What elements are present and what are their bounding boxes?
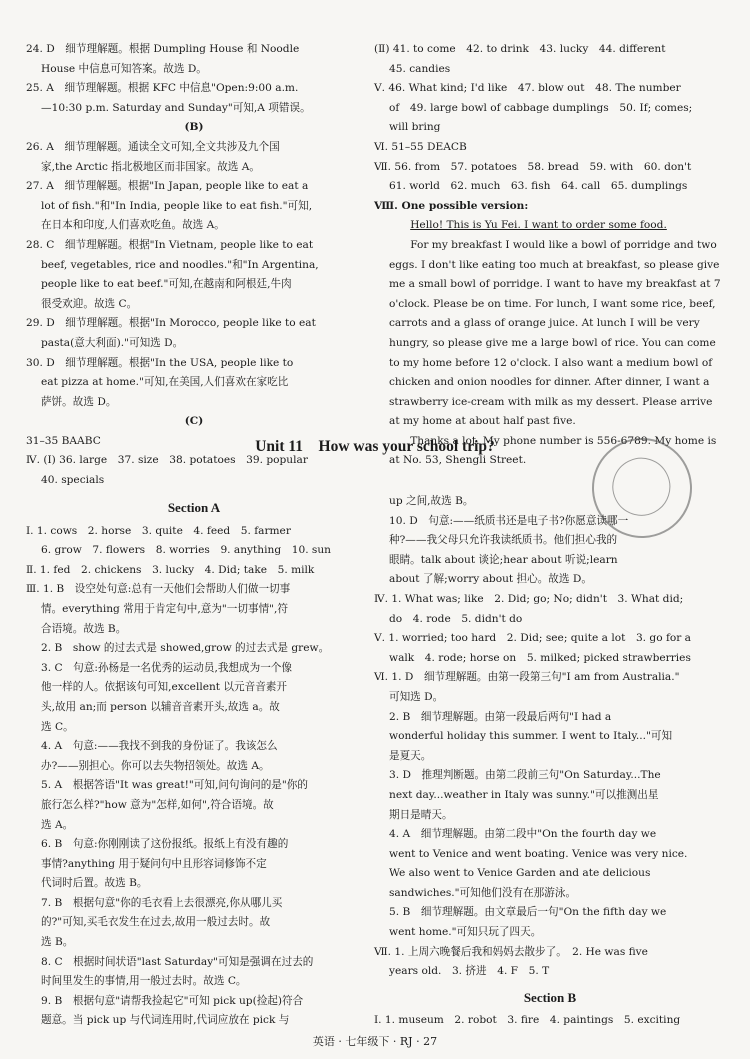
answer-line: 26. A 细节理解题。通读全文可知,全文共涉及九个国 — [26, 140, 280, 153]
answer-line: walk 4. rode; horse on 5. milked; picked strawberries — [389, 651, 691, 664]
answer-line: 头,故用 an;而 person 以辅音音素开头,故选 a。故 — [41, 700, 280, 713]
answer-line: Ⅶ. 56. from 57. potatoes 58. bread 59. with 60. don't — [374, 160, 692, 173]
answer-line: Ⅲ. 1. B 设空处句意:总有一天他们会帮助人们做一切事 — [26, 583, 291, 596]
answer-line: about 了解;worry about 担心。故选 D。 — [389, 573, 592, 586]
answer-line: —10:30 p.m. Saturday and Sunday"可知,A 项错误。 — [41, 101, 311, 114]
answer-line: people like to eat beef."可知,在越南和阿根廷,牛肉 — [41, 278, 292, 291]
section-b-title: Section B — [523, 989, 577, 1005]
answer-line: 家,the Arctic 指北极地区而非国家。故选 A。 — [41, 160, 261, 173]
answer-line: 31–35 BAABC — [26, 434, 101, 447]
answer-line: 代词时后置。故选 B。 — [41, 877, 148, 890]
answer-line: 的?"可知,买毛衣发生在过去,故用一般过去时。故 — [41, 916, 271, 929]
sample-essay — [374, 216, 726, 471]
answer-line: 8. C 根据时间状语"last Saturday"可知是强调在过去的 — [41, 955, 314, 968]
answer-line: 30. D 细节理解题。根据"In the USA, people like to — [26, 356, 294, 369]
right-column-bottom — [374, 492, 726, 1031]
answer-line: 4. A 细节理解题。由第二段中"On the fourth day we — [389, 828, 657, 841]
left-column-top — [26, 40, 362, 491]
answer-line: up 之间,故选 B。 — [389, 495, 474, 507]
answer-line: 很受欢迎。故选 C。 — [41, 297, 138, 310]
answer-line: 6. B 句意:你刚刚读了这份报纸。报纸上有没有趣的 — [41, 838, 289, 851]
page-footer: 英语 · 七年级下 · RJ · 27 — [312, 1035, 438, 1048]
passage-heading: (B) — [184, 121, 204, 134]
answer-line: 5. A 根据答语"It was great!"可知,问句询问的是"你的 — [41, 779, 308, 792]
answer-line: sandwiches."可知他们没有在那游泳。 — [389, 886, 577, 899]
answer-line: 情。everything 常用于肯定句中,意为"一切事情",符 — [41, 602, 288, 615]
answer-line: 25. A 细节理解题。根据 KFC 中信息"Open:9:00 a.m. — [26, 82, 299, 95]
answer-line: We also went to Venice Garden and ate delicious — [389, 867, 651, 880]
answer-line: years old. 3. 挤进 4. F 5. T — [389, 965, 550, 978]
answer-line: 是夏天。 — [389, 749, 432, 762]
writing-heading: Ⅷ. One possible version: — [374, 199, 529, 212]
answer-line: Ⅱ. 1. fed 2. chickens 3. lucky 4. Did; take 5. milk — [26, 563, 315, 576]
answer-line: eat pizza at home."可知,在美国,人们喜欢在家吃比 — [41, 376, 289, 389]
answer-line: 在日本和印度,人们喜欢吃鱼。故选 A。 — [41, 219, 225, 232]
answer-line: 办?——别担心。你可以去失物招领处。故选 A。 — [41, 759, 270, 772]
answer-line: (Ⅱ) 41. to come 42. to drink 43. lucky 44. different — [374, 43, 666, 55]
answer-line: 眼睛。talk about 谈论;hear about 听说;learn — [389, 553, 618, 566]
answer-line: of 49. large bowl of cabbage dumplings 50. If; comes; — [389, 101, 693, 114]
answer-line: 萨饼。故选 D。 — [41, 395, 117, 408]
answer-line: 45. candies — [389, 62, 451, 75]
answer-line: 27. A 细节理解题。根据"In Japan, people like to eat a — [26, 180, 309, 193]
right-column-top — [374, 40, 726, 471]
essay-greeting: Hello! This is Yu Fei. I want to order some food. — [410, 219, 667, 232]
passage-heading: (C) — [184, 415, 204, 428]
answer-line: wonderful holiday this summer. I went to Italy..."可知 — [389, 730, 673, 743]
answer-line: 10. D 句意:——纸质书还是电子书?你愿意读哪一 — [389, 514, 629, 527]
answer-line: 期日是晴天。 — [389, 808, 453, 821]
answer-line: 61. world 62. much 63. fish 64. call 65. dumplings — [389, 180, 688, 193]
answer-line: 事情?anything 用于疑问句中且形容词修饰不定 — [41, 857, 267, 870]
answer-line: 2. B show 的过去式是 showed,grow 的过去式是 grew。 — [41, 642, 330, 655]
answer-line: Ⅳ. 1. What was; like 2. Did; go; No; didn't 3. What did; — [374, 592, 684, 605]
answer-line: 可知选 D。 — [389, 690, 444, 703]
answer-line: went home."可知只玩了四天。 — [389, 926, 542, 939]
answer-line: do 4. rode 5. didn't do — [389, 612, 523, 625]
answer-line: 3. D 推理判断题。由第二段前三句"On Saturday...The — [389, 769, 661, 782]
answer-line: beef, vegetables, rice and noodles."和"In Argentina, — [41, 258, 319, 271]
answer-line: 5. B 细节理解题。由文章最后一句"On the fifth day we — [389, 906, 667, 919]
answer-line: Ⅰ. 1. museum 2. robot 3. fire 4. paintings 5. exciting — [374, 1014, 681, 1027]
answer-line: 2. B 细节理解题。由第一段最后两句"I had a — [389, 710, 612, 723]
answer-line: Ⅶ. 1. 上周六晚餐后我和妈妈去散步了。 2. He was five — [374, 945, 648, 958]
answer-line: 时间里发生的事情,用一般过去时。故选 C。 — [41, 975, 247, 988]
answer-line: pasta(意大利面)."可知选 D。 — [41, 336, 184, 349]
answer-line: Ⅴ. 46. What kind; I'd like 47. blow out 48. The number — [374, 82, 681, 95]
answer-line: 9. B 根据句意"请帮我捡起它"可知 pick up(捡起)符合 — [41, 994, 304, 1007]
essay-closing: Thanks a lot. My phone number is 556-6789. My home is at No. 53, Shengli Street. — [389, 434, 717, 467]
answer-line: next day...weather in Italy was sunny."可以推测出星 — [389, 788, 659, 801]
answer-line: 旅行怎么样?"how 意为"怎样,如何",符合语境。故 — [41, 798, 274, 811]
answer-line: 题意。当 pick up 与代词连用时,代词应放在 pick 与 — [41, 1014, 290, 1027]
answer-line: 6. grow 7. flowers 8. worries 9. anything 10. sun — [41, 544, 332, 557]
unit-title: Unit 11 How was your school trip? — [255, 438, 495, 455]
section-a-title: Section A — [167, 500, 221, 515]
answer-line: House 中信息可知答案。故选 D。 — [41, 62, 207, 75]
answer-line: 选 A。 — [41, 818, 74, 831]
answer-line: 28. C 细节理解题。根据"In Vietnam, people like to eat — [26, 238, 314, 251]
answer-line: 选 B。 — [41, 936, 74, 949]
answer-line: 种?——我父母只允许我读纸质书。他们担心我的 — [389, 534, 618, 547]
essay-body: For my breakfast I would like a bowl of porridge and two eggs. I don't like eating too much at breakfast, so please give me a small bowl of porridge. I want to have my breakfast at 7 o'clock. Please be on time. For lunch, I want some rice, beef, carrots and a glass of orange juice. At lunch I will be very hungry, so please give me a large bowl of rice. You can come to my home before 12 o'clock. I also want a medium bowl of chicken and onion noodles for dinner. After dinner, I want a strawberry ice-cream with milk as my dessert. Please arrive at my home at about half past five. — [389, 238, 721, 428]
left-column-bottom — [26, 492, 362, 1031]
answer-line: 他一样的人。依据该句可知,excellent 以元音音素开 — [41, 681, 287, 694]
answer-line: went to Venice and went boating. Venice was very nice. — [389, 847, 688, 860]
answer-line: 4. A 句意:——我找不到我的身份证了。我该怎么 — [41, 740, 278, 753]
answer-line: Ⅰ. 1. cows 2. horse 3. quite 4. feed 5. farmer — [26, 524, 291, 537]
answer-line: will bring — [389, 121, 441, 134]
answer-line: 3. C 句意:孙杨是一名优秀的运动员,我想成为一个像 — [41, 661, 292, 674]
answer-line: 29. D 细节理解题。根据"In Morocco, people like to eat — [26, 317, 316, 330]
answer-line: 24. D 细节理解题。根据 Dumpling House 和 Noodle — [26, 43, 300, 55]
answer-line: Ⅵ. 51–55 DEACB — [374, 140, 467, 153]
answer-line: 选 C。 — [41, 720, 74, 733]
answer-line: Ⅵ. 1. D 细节理解题。由第一段第三句"I am from Australia." — [374, 671, 680, 684]
answer-line: 合语境。故选 B。 — [41, 622, 127, 635]
answer-line: 7. B 根据句意"你的毛衣看上去很漂亮,你从哪儿买 — [41, 896, 283, 909]
answer-line: lot of fish."和"In India, people like to eat fish."可知, — [41, 199, 313, 212]
answer-line: Ⅳ. (Ⅰ) 36. large 37. size 38. potatoes 39. popular — [26, 454, 308, 467]
answer-line: 40. specials — [41, 474, 105, 487]
answer-line: Ⅴ. 1. worried; too hard 2. Did; see; quite a lot 3. go for a — [374, 632, 691, 645]
